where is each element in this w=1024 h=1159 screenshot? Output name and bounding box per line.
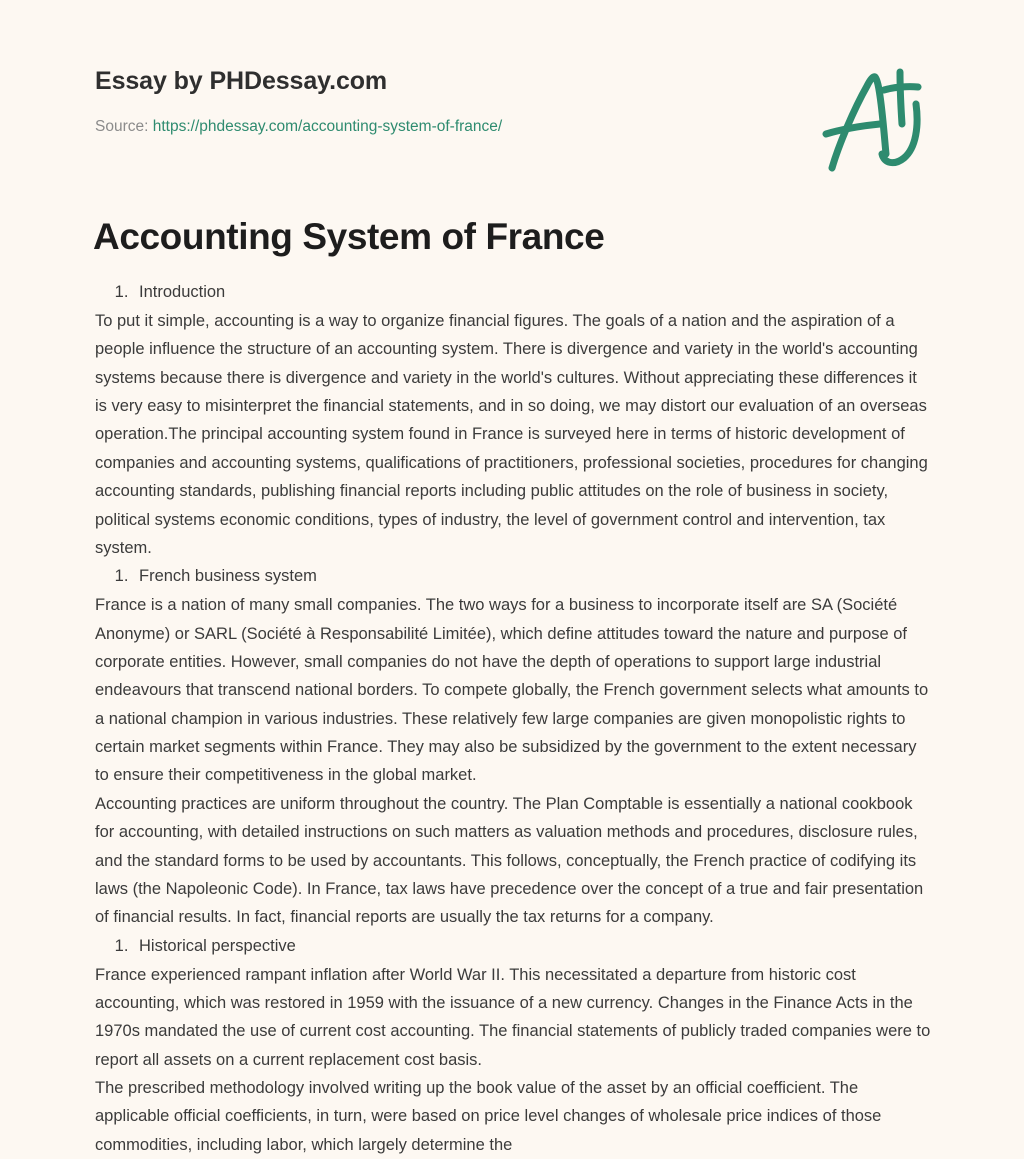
section-heading-item: 1. French business system: [133, 562, 933, 591]
section-heading-item: 1. Introduction: [133, 278, 933, 307]
page-title: Accounting System of France: [93, 216, 605, 257]
body-paragraph: The prescribed methodology involved writing up the book value of the asset by an official coefficient. The applicable official coefficients, in turn, were based on price level changes of wholesale price indices of those commodities, including labor, which largely determine the: [95, 1079, 882, 1154]
source-url-link[interactable]: https://phdessay.com/accounting-system-of-france/: [152, 118, 503, 135]
brand-title: Essay by PHDessay.com: [95, 67, 388, 95]
body-paragraph: France experienced rampant inflation after World War II. This necessitated a departure from historic cost accounting, which was restored in 1959 with the issuance of a new currency. Changes in the Finance Acts in the 1970s mandated the use of current cost accounting. The financial statements of publicly traded companies were to report all assets on a current replacement cost basis.: [95, 965, 931, 1069]
body-paragraph: To put it simple, accounting is a way to organize financial figures. The goals of a nation and the aspiration of a people influence the structure of an accounting system. There is divergence and variety in the world's accounting systems because there is divergence and variety in the world's cultures. Without appreciating these differences it is very easy to misinterpret the financial statements, and in so doing, we may distort our evaluation of an overseas operation.The principal accounting system found in France is surveyed here in terms of historic development of companies and accounting systems, qualifications of practitioners, professional societies, procedures for changing accounting standards, publishing financial reports including public attitudes on the role of business in society, political systems economic conditions, types of industry, the level of government control and intervention, tax system.: [95, 311, 928, 557]
source-line: [95, 116, 795, 138]
source-label: Source:: [95, 118, 149, 135]
section-list: [95, 932, 933, 961]
section-heading-item: 1. Historical perspective: [133, 932, 933, 961]
page-header: [95, 66, 795, 138]
body-paragraph: Accounting practices are uniform throughout the country. The Plan Comptable is essentially a national cookbook for accounting, with detailed instructions on such matters as valuation methods and procedures, disclosure rules, and the standard forms to be used by accountants. This follows, conceptually, the French practice of codifying its laws (the Napoleonic Code). In France, tax laws have precedence over the concept of a true and fair presentation of financial results. In fact, financial reports are usually the tax returns for a company.: [95, 794, 924, 927]
essay-body: [95, 278, 933, 1159]
a-plus-logo-icon: [812, 64, 932, 174]
section-list: [95, 562, 933, 591]
body-paragraph: France is a nation of many small companies. The two ways for a business to incorporate itself are SA (Société Anonyme) or SARL (Société à Responsabilité Limitée), which define attitudes toward the nature and purpose of corporate entities. However, small companies do not have the depth of operations to support large industrial endeavours that transcend national borders. To compete globally, the French government selects what amounts to a national champion in various industries. These relatively few large companies are given monopolistic rights to certain market segments within France. They may also be subsidized by the government to the extent necessary to ensure their competitiveness in the global market.: [95, 596, 929, 785]
section-list: [95, 278, 933, 307]
